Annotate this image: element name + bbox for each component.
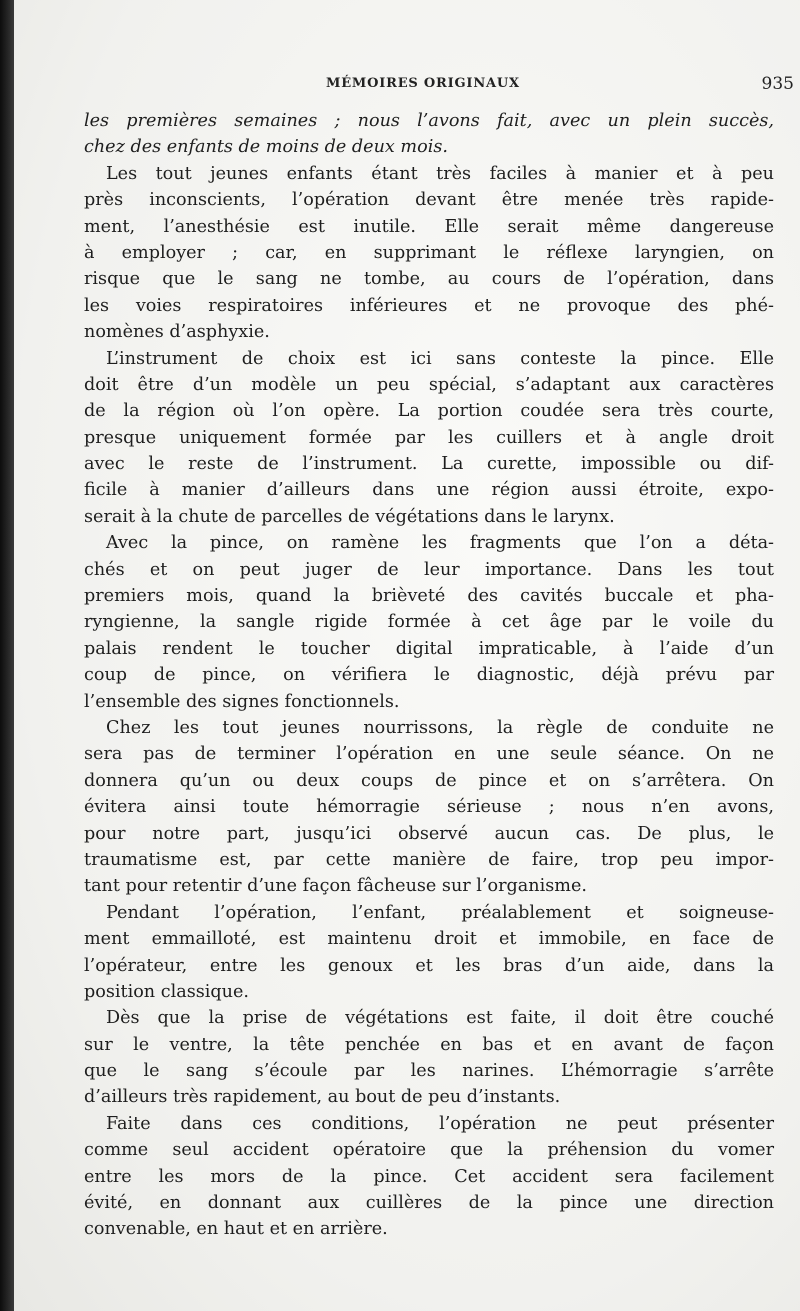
text-line: à employer ; car, en supprimant le réflexe laryngien, on — [84, 242, 774, 263]
text-line: avec le reste de l’instrument. La curette, impossible ou dif- — [84, 454, 774, 475]
text-line: Avec la pince, on ramène les fragments que l’on a déta- — [106, 533, 774, 554]
page-header — [14, 72, 800, 102]
text-line: ficile à manier d’ailleurs dans une région aussi étroite, expo- — [84, 480, 774, 501]
book-page — [14, 0, 800, 1311]
text-line: près inconscients, l’opération devant être menée très rapide- — [84, 190, 774, 211]
text-line: premiers mois, quand la brièveté des cavités buccale et pha- — [84, 586, 774, 607]
text-line: l’ensemble des signes fonctionnels. — [84, 691, 400, 712]
text-line: Les tout jeunes enfants étant très faciles à manier et à peu — [106, 163, 774, 184]
text-line: ment, l’anesthésie est inutile. Elle serait même dangereuse — [84, 216, 774, 237]
text-line: les premières semaines ; nous l’avons fait, avec un plein succès, — [84, 111, 774, 131]
text-line: évité, en donnant aux cuillères de la pince une direction — [84, 1193, 774, 1214]
text-line: sera pas de terminer l’opération en une seule séance. On ne — [84, 744, 774, 765]
text-line: sur le ventre, la tête penchée en bas et en avant de façon — [84, 1034, 774, 1055]
text-line: Faite dans ces conditions, l’opération ne peut présenter — [106, 1113, 774, 1134]
text-line: chez des enfants de moins de deux mois. — [84, 137, 448, 158]
scan-edge-shadow — [0, 0, 14, 1311]
text-line: presque uniquement formée par les cuillers et à angle droit — [84, 427, 774, 448]
text-line: position classique. — [84, 981, 249, 1002]
text-line: risque que le sang ne tombe, au cours de l’opération, dans — [84, 269, 774, 290]
text-line: nomènes d’asphyxie. — [84, 322, 270, 343]
text-line: doit être d’un modèle un peu spécial, s’adaptant aux caractères — [84, 374, 774, 395]
text-line: d’ailleurs très rapidement, au bout de peu d’instants. — [84, 1087, 561, 1108]
text-line: L’instrument de choix est ici sans conteste la pince. Elle — [106, 348, 774, 369]
text-line: Dès que la prise de végétations est faite, il doit être couché — [106, 1008, 774, 1029]
text-line: Chez les tout jeunes nourrissons, la règle de conduite ne — [106, 717, 774, 738]
text-line: l’opérateur, entre les genoux et les bras d’un aide, dans la — [84, 955, 774, 976]
text-line: évitera ainsi toute hémorragie sérieuse ; nous n’en avons, — [84, 797, 774, 818]
text-line: que le sang s’écoule par les narines. L’hémorragie s’arrête — [84, 1061, 774, 1082]
text-line: entre les mors de la pince. Cet accident sera facilement — [84, 1166, 774, 1187]
text-line: chés et on peut juger de leur importance. Dans les tout — [84, 559, 774, 580]
text-line: donnera qu’un ou deux coups de pince et on s’arrêtera. On — [84, 770, 774, 791]
text-line: convenable, en haut et en arrière. — [84, 1219, 388, 1240]
running-title: MÉMOIRES ORIGINAUX — [326, 76, 520, 91]
text-line: les voies respiratoires inférieures et ne provoque des phé- — [84, 295, 774, 316]
text-line: coup de pince, on vérifiera le diagnostic, déjà prévu par — [84, 665, 774, 686]
text-line: Pendant l’opération, l’enfant, préalablement et soigneuse- — [106, 902, 774, 923]
page-number: 935 — [761, 74, 794, 94]
text-line: comme seul accident opératoire que la préhension du vomer — [84, 1140, 774, 1161]
text-line: ment emmailloté, est maintenu droit et immobile, en face de — [84, 929, 774, 950]
body-text — [84, 108, 774, 1243]
text-line: palais rendent le toucher digital impraticable, à l’aide d’un — [84, 638, 774, 659]
text-line: de la région où l’on opère. La portion coudée sera très courte, — [84, 401, 774, 422]
text-line: serait à la chute de parcelles de végétations dans le larynx. — [84, 506, 615, 527]
text-line: traumatisme est, par cette manière de faire, trop peu impor- — [84, 849, 774, 870]
text-line: ryngienne, la sangle rigide formée à cet âge par le voile du — [84, 612, 774, 633]
text-line: tant pour retentir d’une façon fâcheuse sur l’organisme. — [84, 876, 587, 897]
text-line: pour notre part, jusqu’ici observé aucun cas. De plus, le — [84, 823, 774, 844]
